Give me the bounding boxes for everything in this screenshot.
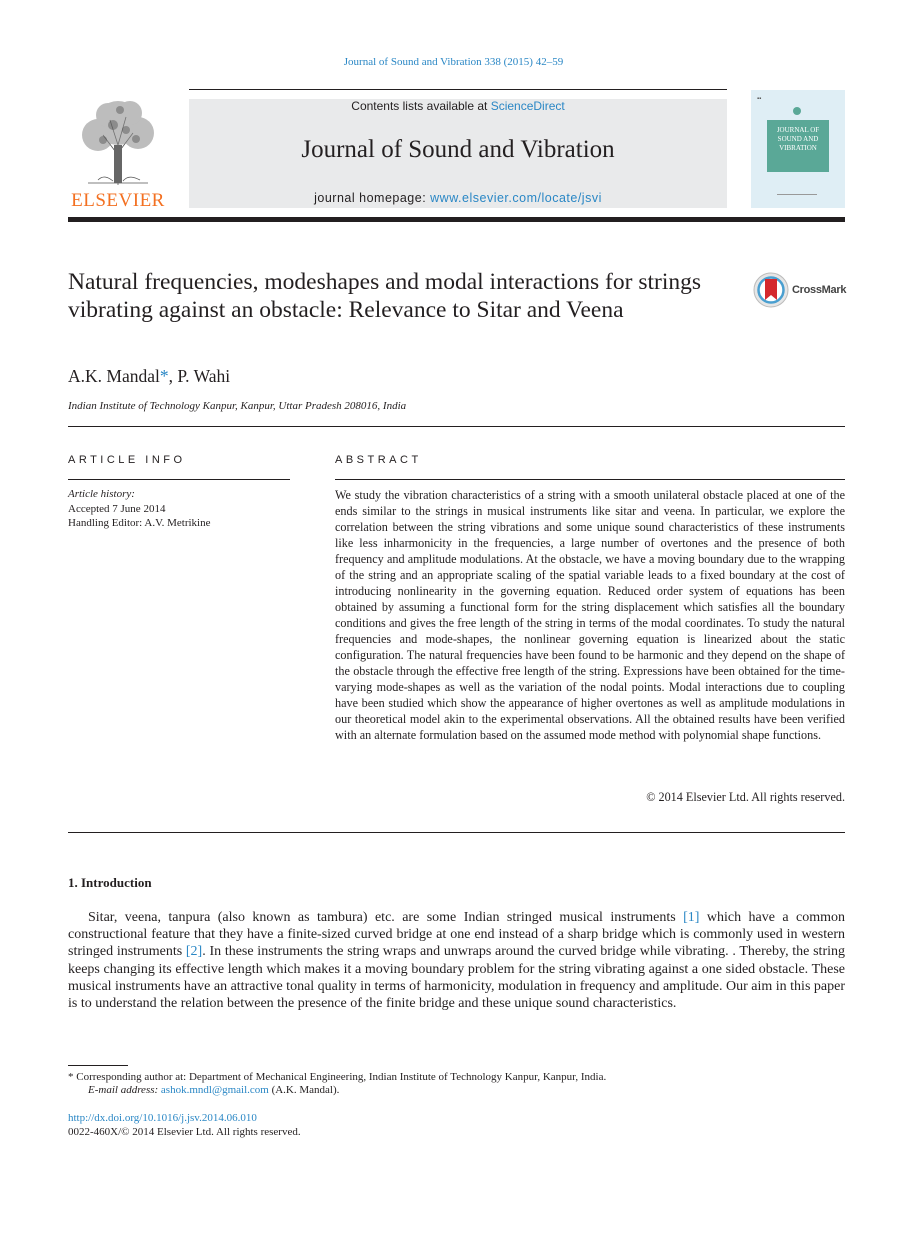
intro-text: . In these instruments the string wraps and unwraps around the curved bridge while vibrating. . Thereby, the string keeps changing its effective length which makes it a moving boundary problem for the string vibrating against a one sided obstacle. These musical instruments have an attractive tonal quality in terms of harmonicity, modulation in frequency and amplitude. Our aim in this paper is to understand the relation between the presence of the finite bridge and these unique sound characteristics. bbox=[68, 944, 846, 1012]
homepage-link[interactable]: www.elsevier.com/locate/jsvi bbox=[430, 191, 602, 205]
cover-emblem-icon bbox=[793, 107, 801, 115]
handling-editor: Handling Editor: A.V. Metrikine bbox=[68, 517, 211, 529]
sciencedirect-link[interactable]: ScienceDirect bbox=[490, 99, 565, 113]
journal-citation[interactable]: Journal of Sound and Vibration 338 (2015) 42–59 bbox=[343, 56, 564, 68]
homepage-line bbox=[189, 191, 727, 205]
corresponding-author-mark[interactable]: * bbox=[159, 366, 169, 386]
author-name: A.K. Mandal bbox=[68, 366, 160, 386]
section-heading: 1. Introduction bbox=[68, 875, 152, 890]
author-affiliation: Indian Institute of Technology Kanpur, Kanpur, Uttar Pradesh 208016, India bbox=[68, 400, 407, 412]
cover-title: JOURNAL OF SOUND AND VIBRATION bbox=[767, 120, 829, 172]
accepted-date: Accepted 7 June 2014 bbox=[68, 502, 166, 515]
divider bbox=[335, 479, 845, 480]
intro-text: which have a common constructional feature that they have a finite-sized curved bridge at one end instead of a sharp bridge which is commonly used in western stringed instruments bbox=[68, 910, 845, 960]
elsevier-tree-logo bbox=[68, 95, 168, 190]
header-top-rule bbox=[189, 89, 727, 90]
email-note bbox=[88, 1084, 339, 1096]
abstract-heading: ABSTRACT bbox=[335, 454, 422, 466]
journal-cover-thumbnail[interactable] bbox=[751, 90, 845, 208]
intro-text: Sitar, veena, tanpura (also known as tambura) etc. are some Indian stringed musical instruments bbox=[88, 910, 684, 925]
doi-link[interactable]: http://dx.doi.org/10.1016/j.jsv.2014.06.010 bbox=[68, 1112, 257, 1124]
divider bbox=[68, 426, 845, 427]
contents-line bbox=[189, 99, 727, 113]
cover-footer-line bbox=[777, 194, 817, 201]
elsevier-wordmark: ELSEVIER bbox=[71, 190, 165, 211]
email-suffix: (A.K. Mandal). bbox=[268, 1084, 340, 1096]
divider bbox=[68, 479, 290, 480]
contents-prefix: Contents lists available at bbox=[351, 99, 491, 113]
reference-link[interactable]: [2] bbox=[185, 944, 203, 960]
crossmark-icon bbox=[753, 272, 789, 308]
issn-line: 0022-460X/© 2014 Elsevier Ltd. All rights reserved. bbox=[68, 1126, 301, 1138]
abstract-text: We study the vibration characteristics of a string with a smooth unilateral obstacle placed at one of the ends similar to the strings in musical instruments like sitar and veena. In particular, we explore the correlation between the string vibrations and some unique sound characteristics of these instruments like less inharmonicity in the frequencies, a large number of overtones and the presence of both frequency and amplitude modulations. At the obstacle, we have a moving boundary due to the wrapping of the string and an appropriate scaling of the spatial variable leads to a fixed boundary at the cost of introducing nonlinearity in the governing equation. Reduced order system of equations has been obtained by assuming a functional form for the string displacement which satisfies all the boundary conditions and gives the free length of the string in terms of the modal coordinates. To study the natural frequencies and mode-shapes, the nonlinear governing equation is linearized about the static configuration. The natural frequencies have been found to be harmonic and they depend on the shape of the obstacle through the effective free length of the string. Expressions have been obtained for the time-varying mode-shapes as well as the variation of the nodal points. Modal interactions due to coupling have been studied which show the appearance of higher overtones as well as amplitude modulations in our theoretical model akin to the experimental observations. All the obtained results have been verified with an alternate formulation based on the assumed mode method with polynomial shape functions. bbox=[335, 488, 845, 742]
divider bbox=[68, 832, 845, 833]
header-thick-rule bbox=[68, 217, 845, 222]
tree-icon bbox=[68, 95, 168, 190]
intro-paragraph bbox=[68, 909, 845, 1012]
author-name: P. Wahi bbox=[177, 366, 231, 386]
journal-title: Journal of Sound and Vibration bbox=[301, 136, 615, 163]
crossmark-label[interactable]: CrossMark bbox=[792, 284, 847, 296]
article-title: Natural frequencies, modeshapes and modal interactions for strings vibrating against an obstacle: Relevance to Sitar and Veena bbox=[68, 269, 701, 323]
email-label: E-mail address: bbox=[88, 1084, 161, 1096]
email-link[interactable]: ashok.mndl@gmail.com bbox=[160, 1084, 269, 1096]
footnote-rule bbox=[68, 1065, 128, 1066]
homepage-prefix: journal homepage: bbox=[314, 191, 431, 205]
reference-link[interactable]: [1] bbox=[683, 910, 700, 925]
author-separator: , bbox=[168, 366, 178, 386]
corresponding-author-note: * Corresponding author at: Department of Mechanical Engineering, Indian Institute of Technology Kanpur, Kanpur, India. bbox=[68, 1071, 607, 1083]
cover-publisher-mark: ▪▪ bbox=[757, 96, 762, 102]
article-info-heading: ARTICLE INFO bbox=[68, 454, 186, 466]
abstract-copyright: © 2014 Elsevier Ltd. All rights reserved. bbox=[646, 790, 845, 804]
article-history bbox=[68, 487, 298, 531]
history-label: Article history: bbox=[68, 488, 135, 500]
author-list bbox=[68, 366, 230, 387]
